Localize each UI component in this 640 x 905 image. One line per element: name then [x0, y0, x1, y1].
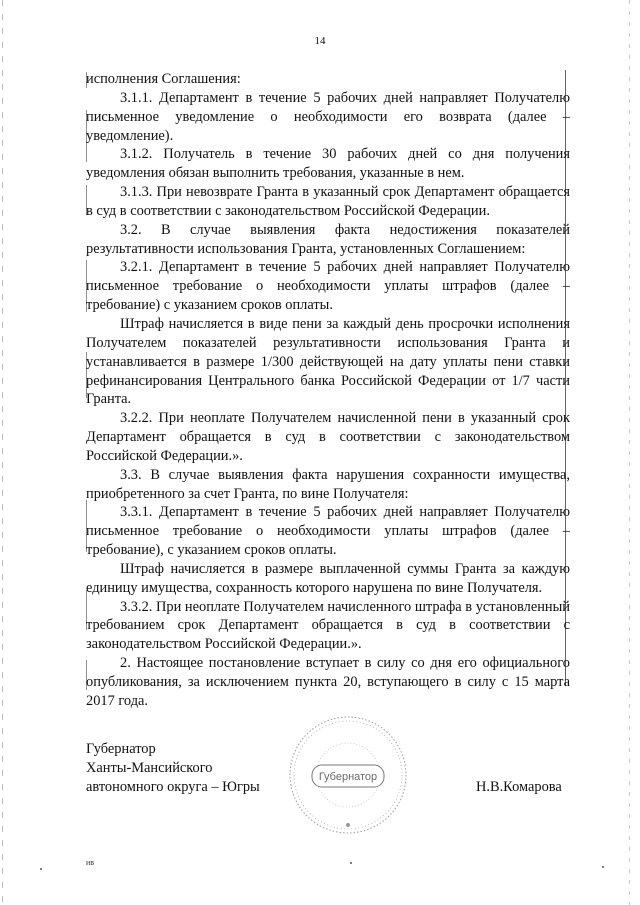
paragraph: 3.3.1. Департамент в течение 5 рабочих дней направляет Получателю письменное требование о необходимости уплаты штрафов (далее – требование), с указанием сроков оплаты. [86, 504, 570, 559]
seal-icon [286, 713, 410, 837]
paragraph: 3.2.2. При неоплате Получателем начисленной пени в указанный срок Департамент обращается в суд в соответствии с законодательством Российской Федерации.». [86, 410, 570, 464]
scan-edge-right [629, 0, 630, 905]
paragraph: 3.1.3. При невозврате Гранта в указанный срок Департамент обращается в суд в соответствии с законодательством Российской Федерации. [86, 184, 570, 219]
scan-dot [40, 868, 42, 870]
scan-dot [602, 866, 604, 868]
paragraph: Штраф начисляется в размере выплаченной суммы Гранта за каждую единицу имущества, сохранность которого нарушена по вине Получателя. [86, 560, 570, 596]
scan-dot [350, 862, 352, 864]
signatory-name: Н.В.Комарова [476, 779, 562, 795]
page-number: 14 [314, 35, 326, 47]
paragraph: 3.2. В случае выявления факта недостижения показателей результативности использования Гранта, установленных Соглашением: [86, 221, 570, 257]
signatory-position-line: Ханты-Мансийского [86, 760, 213, 776]
paragraph: 3.3.2. При неоплате Получателем начисленного штрафа в установленный требованием срок Департамент обращается в суд в соответствии с законодательством Российской Федерации.». [86, 598, 570, 653]
seal-text: Губернатор [318, 771, 378, 783]
paragraph: 3.1.2. Получатель в течение 30 рабочих дней со дня получения уведомления обязан выполнить требования, указанные в нем. [86, 146, 570, 182]
paragraph: 3.2.1. Департамент в течение 5 рабочих дней направляет Получателю письменное требование о необходимости уплаты штрафов (далее – требование) с указанием сроков оплаты. [86, 259, 570, 314]
signatory-position [86, 740, 260, 797]
paragraph: Штраф начисляется в виде пени за каждый день просрочки исполнения Получателем показателей результативности использования Гранта и устанавливается в размере 1/300 действующей на дату уплаты пени ставки рефинансирования Центрального банка Российской Федерации от 1/7 части Гранта. [86, 315, 570, 408]
paragraph: 2. Настоящее постановление вступает в силу со дня его официального опубликования, за исключением пункта 20, вступающего в силу с 15 марта 2017 года. [86, 655, 570, 709]
paragraph: 3.3. В случае выявления факта нарушения сохранности имущества, приобретенного за счет Гранта, по вине Получателя: [86, 466, 570, 502]
document-body [86, 70, 570, 711]
scan-edge-left [2, 0, 3, 905]
paragraph: 3.1.1. Департамент в течение 5 рабочих дней направляет Получателю письменное уведомление о необходимости его возврата (далее – уведомление). [86, 89, 570, 144]
signatory-position-line: Губернатор [86, 741, 156, 757]
signatory-position-line: автономного округа – Югры [86, 779, 260, 795]
footer-mark: ив [86, 858, 95, 867]
paragraph: исполнения Соглашения: [86, 71, 241, 87]
